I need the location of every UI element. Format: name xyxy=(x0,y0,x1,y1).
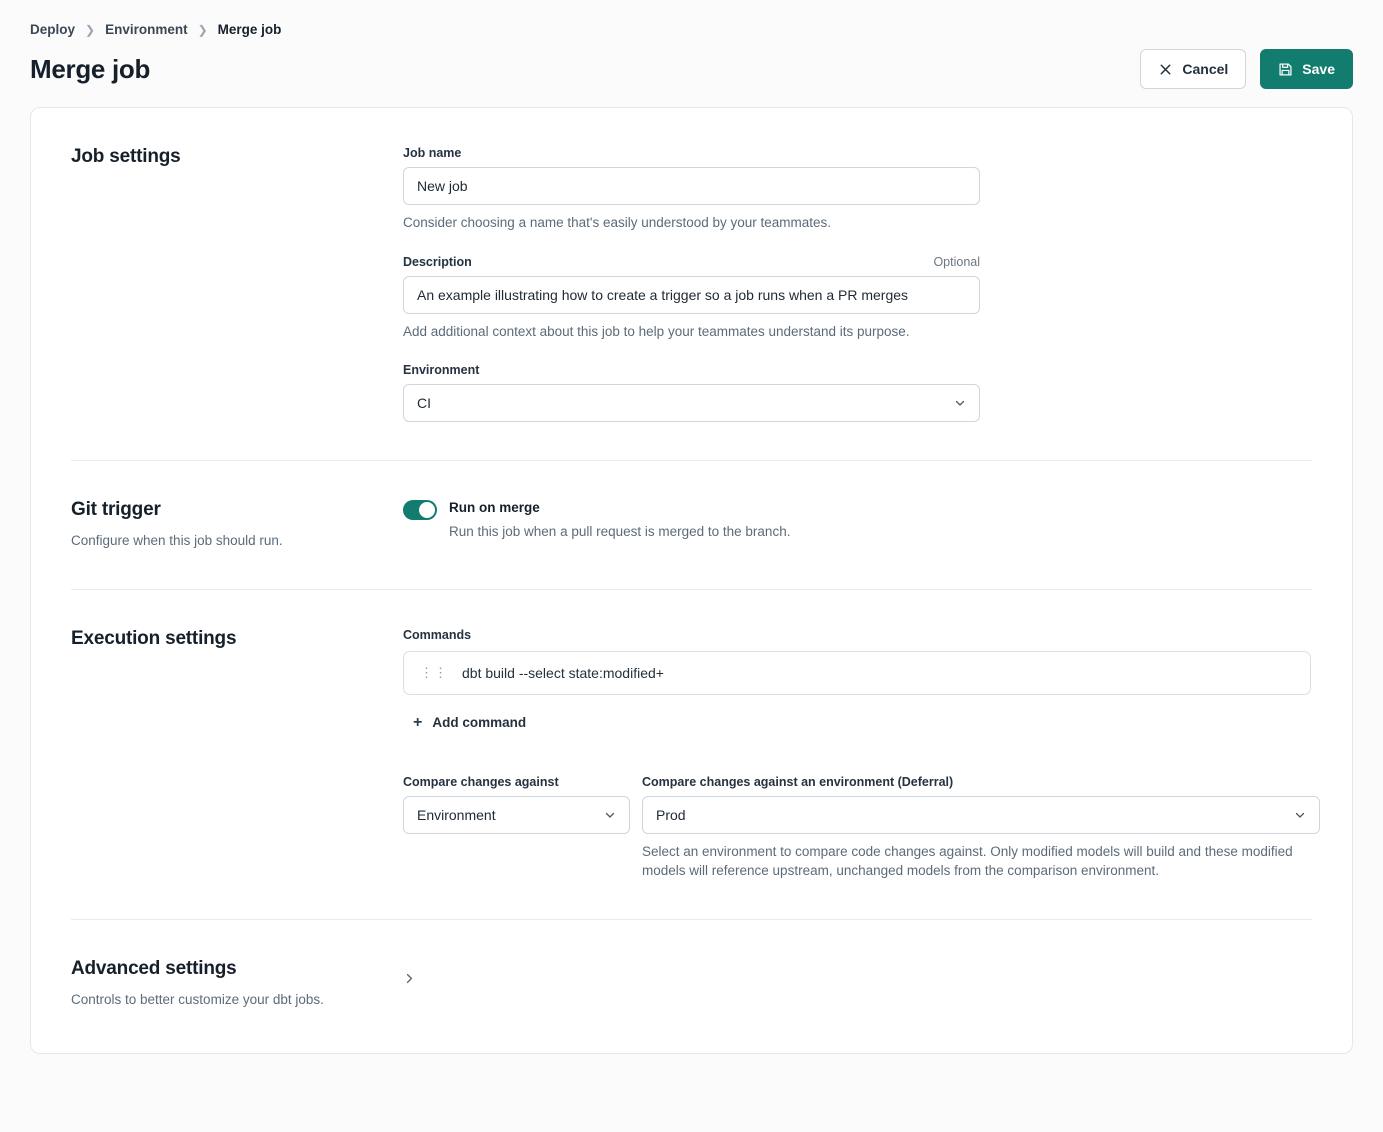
toggle-knob xyxy=(419,502,435,518)
run-on-merge-toggle[interactable] xyxy=(403,500,437,520)
deferral-environment-value: Prod xyxy=(656,806,686,823)
environment-select-wrap xyxy=(403,384,980,422)
cancel-button[interactable] xyxy=(1140,49,1246,89)
breadcrumb-separator-icon: ❯ xyxy=(197,22,208,37)
breadcrumb xyxy=(0,0,1383,37)
save-button-label: Save xyxy=(1302,61,1335,77)
deferral-environment-help: Select an environment to compare code changes against. Only modified models will build and these modified models will reference upstream, unchanged models from the comparison environment. xyxy=(642,843,1293,879)
job-name-label-row xyxy=(403,146,980,160)
section-execution-settings-body xyxy=(403,628,1312,881)
breadcrumb-item-merge-job: Merge job xyxy=(217,22,282,37)
section-git-trigger-body xyxy=(403,499,1312,551)
save-button[interactable] xyxy=(1260,49,1353,89)
section-git-trigger xyxy=(71,461,1312,590)
section-execution-settings xyxy=(71,590,1312,920)
description-label: Description xyxy=(403,254,472,269)
page-title: Merge job xyxy=(30,53,151,84)
compare-changes-against-label: Compare changes against xyxy=(403,774,559,789)
run-on-merge-help: Run this job when a pull request is merged to the branch. xyxy=(449,524,791,540)
description-optional-tag: Optional xyxy=(933,254,980,269)
breadcrumb-item-deploy[interactable]: Deploy xyxy=(30,22,76,37)
section-job-settings-header xyxy=(71,146,403,422)
section-title-git-trigger: Git trigger xyxy=(71,499,161,521)
save-disk-icon xyxy=(1278,62,1293,77)
job-name-input[interactable] xyxy=(403,167,980,205)
compare-changes-against-value: Environment xyxy=(417,806,496,823)
section-title-job-settings: Job settings xyxy=(71,146,181,167)
compare-changes-against-select[interactable] xyxy=(403,796,630,834)
environment-label: Environment xyxy=(403,363,480,378)
section-job-settings xyxy=(71,108,1312,461)
close-icon xyxy=(1158,62,1173,77)
section-advanced-settings-header xyxy=(71,958,403,1010)
page-header xyxy=(0,37,1383,107)
command-text: dbt build --select state:modified+ xyxy=(462,664,664,681)
run-on-merge-label: Run on merge xyxy=(449,500,540,516)
run-on-merge-text xyxy=(449,499,790,539)
cancel-button-label: Cancel xyxy=(1182,61,1229,77)
chevron-down-icon xyxy=(1284,809,1306,821)
command-row[interactable] xyxy=(403,651,1311,695)
breadcrumb-separator-icon: ❯ xyxy=(85,22,96,37)
field-job-name xyxy=(403,146,1312,233)
chevron-down-icon xyxy=(594,809,616,821)
settings-card xyxy=(30,107,1353,1054)
environment-label-row xyxy=(403,363,980,377)
field-description xyxy=(403,255,1312,342)
section-job-settings-body xyxy=(403,146,1312,422)
add-command-button[interactable] xyxy=(411,711,528,735)
compare-changes-against-field xyxy=(403,775,630,834)
job-name-label: Job name xyxy=(403,146,462,160)
plus-icon: + xyxy=(413,713,423,731)
expand-advanced-settings-chevron-icon[interactable] xyxy=(403,972,416,988)
section-execution-settings-header xyxy=(71,628,403,881)
description-input[interactable] xyxy=(403,276,980,314)
commands-label: Commands xyxy=(403,627,472,642)
run-on-merge-row xyxy=(403,499,1312,539)
description-help: Add additional context about this job to help your teammates understand its purpose. xyxy=(403,323,910,339)
deferral-environment-field xyxy=(642,775,1320,881)
deferral-environment-select[interactable] xyxy=(642,796,1320,834)
section-desc-git-trigger: Configure when this job should run. xyxy=(71,533,283,549)
environment-select-value: CI xyxy=(417,395,431,412)
description-label-row xyxy=(403,255,980,269)
add-command-label: Add command xyxy=(432,715,527,731)
breadcrumb-item-environment[interactable]: Environment xyxy=(105,22,188,37)
section-title-execution-settings: Execution settings xyxy=(71,627,237,649)
header-actions xyxy=(1140,49,1353,89)
drag-handle-icon[interactable]: ⋮⋮ xyxy=(420,665,448,681)
section-git-trigger-header xyxy=(71,499,403,551)
deferral-environment-label: Compare changes against an environment (Deferral) xyxy=(642,774,954,789)
environment-select[interactable] xyxy=(403,384,980,422)
job-name-help: Consider choosing a name that's easily understood by your teammates. xyxy=(403,215,832,230)
chevron-down-icon xyxy=(944,397,966,409)
section-advanced-settings[interactable] xyxy=(71,920,1312,1054)
compare-settings-row xyxy=(403,775,1312,881)
section-desc-advanced-settings: Controls to better customize your dbt jobs. xyxy=(71,991,324,1007)
section-title-advanced-settings: Advanced settings xyxy=(71,957,237,979)
field-environment xyxy=(403,363,1312,422)
